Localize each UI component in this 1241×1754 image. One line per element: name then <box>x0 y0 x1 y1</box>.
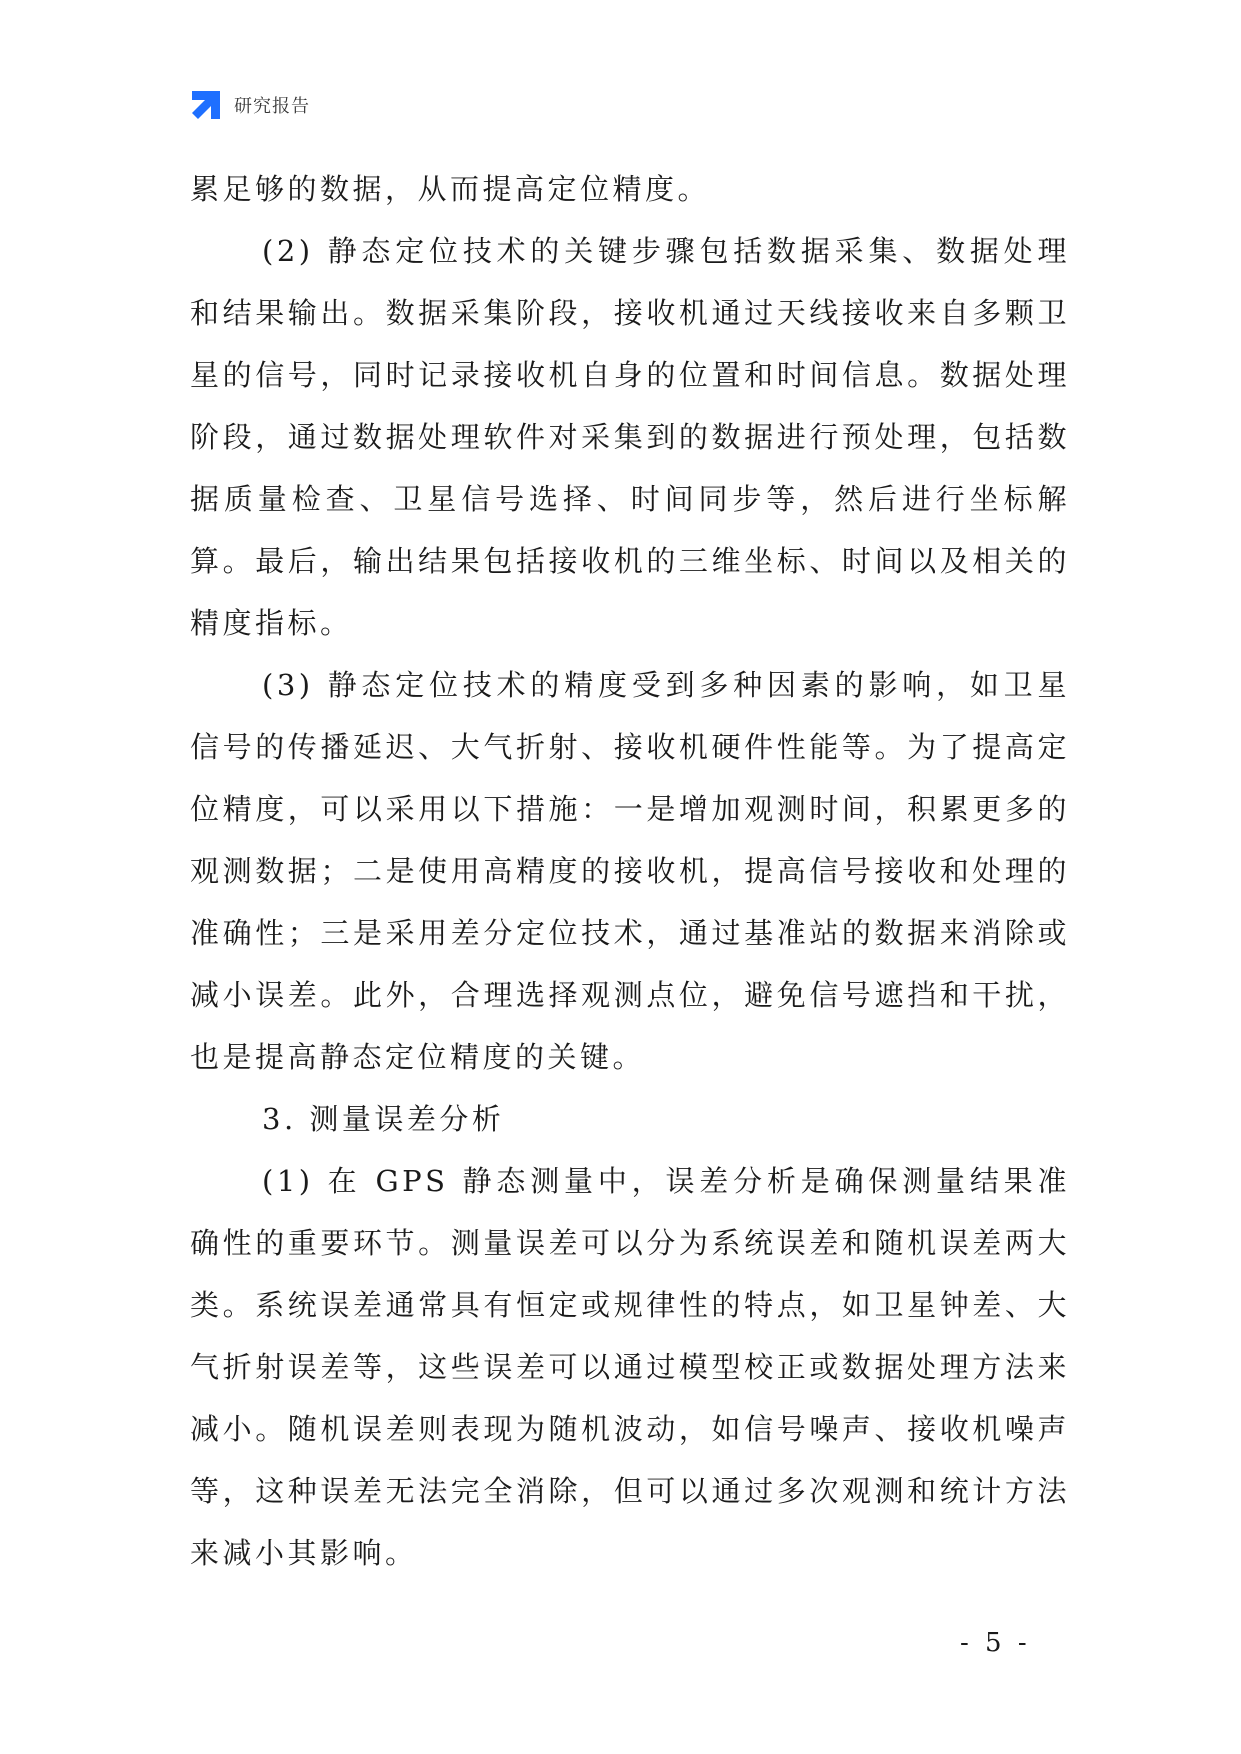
arrow-logo-icon <box>190 89 222 121</box>
page-number: - 5 - <box>960 1628 1031 1658</box>
paragraph-continuation: 累足够的数据，从而提高定位精度。 <box>190 172 711 206</box>
paragraph-static-positioning-accuracy: (3) 静态定位技术的精度受到多种因素的影响，如卫星信号的传播延迟、大气折射、接收机硬件性能等。为了提高定位精度，可以采用以下措施：一是增加观测时间，积累更多的观测数据；二是使用高精度的接收机，提高信号接收和处理的准确性；三是采用差分定位技术，通过基准站的数据来消除或减小误差。此外，合理选择观测点位，避免信号遮挡和干扰，也是提高静态定位精度的关键。 <box>190 668 1070 1074</box>
document-body <box>190 158 1070 1584</box>
header-label: 研究报告 <box>234 96 310 117</box>
page-header <box>190 88 310 122</box>
paragraph-error-analysis: (1) 在 GPS 静态测量中，误差分析是确保测量结果准确性的重要环节。测量误差可以分为系统误差和随机误差两大类。系统误差通常具有恒定或规律性的特点，如卫星钟差、大气折射误差等，这些误差可以通过模型校正或数据处理方法来减小。随机误差则表现为随机波动，如信号噪声、接收机噪声等，这种误差无法完全消除，但可以通过多次观测和统计方法来减小其影响。 <box>190 1164 1070 1570</box>
section-heading-error-analysis: 3. 测量误差分析 <box>262 1102 505 1136</box>
paragraph-static-positioning-steps: (2) 静态定位技术的关键步骤包括数据采集、数据处理和结果输出。数据采集阶段，接收机通过天线接收来自多颗卫星的信号，同时记录接收机自身的位置和时间信息。数据处理阶段，通过数据处理软件对采集到的数据进行预处理，包括数据质量检查、卫星信号选择、时间同步等，然后进行坐标解算。最后，输出结果包括接收机的三维坐标、时间以及相关的精度指标。 <box>190 234 1070 640</box>
